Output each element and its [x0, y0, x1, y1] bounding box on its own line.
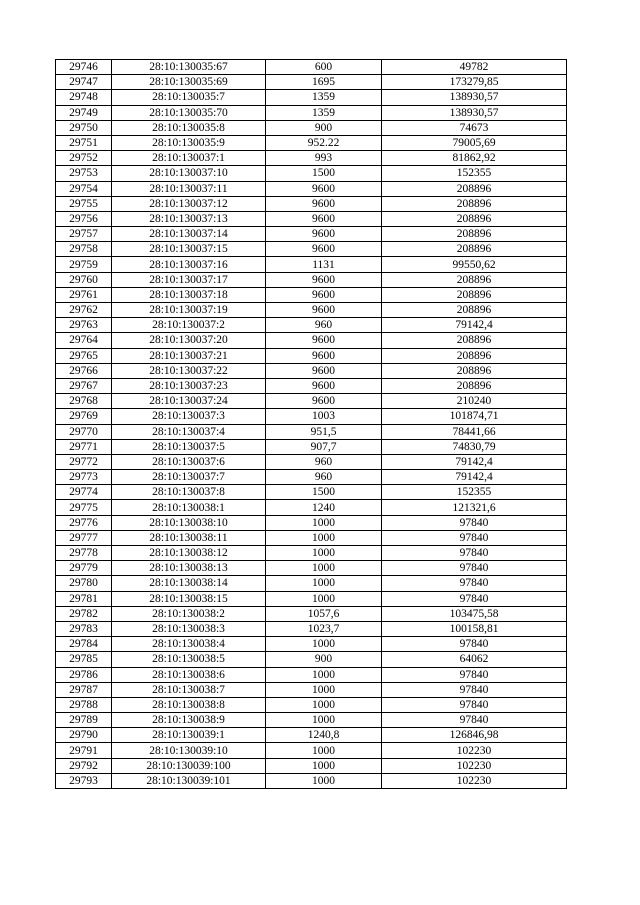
cadastral-number-cell: 28:10:130038:4 [112, 637, 266, 652]
area-cell: 1240 [266, 500, 382, 515]
value-cell: 210240 [382, 394, 567, 409]
value-cell: 208896 [382, 287, 567, 302]
row-number-cell: 29786 [56, 667, 112, 682]
row-number-cell: 29782 [56, 606, 112, 621]
area-cell: 9600 [266, 211, 382, 226]
area-cell: 1359 [266, 105, 382, 120]
table-row [56, 758, 567, 773]
area-cell: 9600 [266, 196, 382, 211]
value-cell: 97840 [382, 591, 567, 606]
area-cell: 9600 [266, 227, 382, 242]
value-cell: 103475,58 [382, 606, 567, 621]
row-number-cell: 29746 [56, 60, 112, 75]
row-number-cell: 29776 [56, 515, 112, 530]
row-number-cell: 29756 [56, 211, 112, 226]
area-cell: 9600 [266, 181, 382, 196]
area-cell: 9600 [266, 348, 382, 363]
area-cell: 1131 [266, 257, 382, 272]
cadastral-number-cell: 28:10:130035:8 [112, 120, 266, 135]
row-number-cell: 29775 [56, 500, 112, 515]
value-cell: 152355 [382, 166, 567, 181]
table-row [56, 439, 567, 454]
row-number-cell: 29768 [56, 394, 112, 409]
cadastral-number-cell: 28:10:130039:1 [112, 728, 266, 743]
value-cell: 49782 [382, 60, 567, 75]
row-number-cell: 29755 [56, 196, 112, 211]
value-cell: 208896 [382, 227, 567, 242]
area-cell: 1000 [266, 546, 382, 561]
area-cell: 1000 [266, 591, 382, 606]
table-row [56, 196, 567, 211]
table-row [56, 606, 567, 621]
area-cell: 993 [266, 151, 382, 166]
table-row [56, 287, 567, 302]
cadastral-number-cell: 28:10:130035:70 [112, 105, 266, 120]
table-row [56, 409, 567, 424]
value-cell: 102230 [382, 743, 567, 758]
cadastral-number-cell: 28:10:130037:8 [112, 485, 266, 500]
row-number-cell: 29761 [56, 287, 112, 302]
value-cell: 102230 [382, 758, 567, 773]
row-number-cell: 29763 [56, 318, 112, 333]
cadastral-number-cell: 28:10:130037:17 [112, 272, 266, 287]
table-row [56, 652, 567, 667]
table-row [56, 530, 567, 545]
table-row [56, 257, 567, 272]
table-row [56, 728, 567, 743]
value-cell: 97840 [382, 713, 567, 728]
value-cell: 97840 [382, 561, 567, 576]
area-cell: 9600 [266, 272, 382, 287]
table-row [56, 151, 567, 166]
value-cell: 79005,69 [382, 135, 567, 150]
value-cell: 208896 [382, 333, 567, 348]
value-cell: 152355 [382, 485, 567, 500]
table-row [56, 394, 567, 409]
row-number-cell: 29752 [56, 151, 112, 166]
area-cell: 9600 [266, 303, 382, 318]
table-row [56, 181, 567, 196]
cadastral-number-cell: 28:10:130039:10 [112, 743, 266, 758]
row-number-cell: 29771 [56, 439, 112, 454]
row-number-cell: 29758 [56, 242, 112, 257]
cadastral-number-cell: 28:10:130038:14 [112, 576, 266, 591]
row-number-cell: 29788 [56, 697, 112, 712]
cadastral-number-cell: 28:10:130038:6 [112, 667, 266, 682]
table-row [56, 546, 567, 561]
area-cell: 9600 [266, 242, 382, 257]
cadastral-number-cell: 28:10:130035:9 [112, 135, 266, 150]
row-number-cell: 29749 [56, 105, 112, 120]
value-cell: 102230 [382, 773, 567, 788]
cadastral-number-cell: 28:10:130038:7 [112, 682, 266, 697]
cadastral-number-cell: 28:10:130038:12 [112, 546, 266, 561]
cadastral-number-cell: 28:10:130037:1 [112, 151, 266, 166]
area-cell: 1000 [266, 667, 382, 682]
value-cell: 101874,71 [382, 409, 567, 424]
value-cell: 138930,57 [382, 90, 567, 105]
value-cell: 121321,6 [382, 500, 567, 515]
cadastral-number-cell: 28:10:130038:9 [112, 713, 266, 728]
table-body [56, 60, 567, 789]
row-number-cell: 29769 [56, 409, 112, 424]
cadastral-number-cell: 28:10:130037:16 [112, 257, 266, 272]
cadastral-number-cell: 28:10:130038:8 [112, 697, 266, 712]
area-cell: 1000 [266, 758, 382, 773]
cadastral-number-cell: 28:10:130038:5 [112, 652, 266, 667]
area-cell: 9600 [266, 363, 382, 378]
row-number-cell: 29753 [56, 166, 112, 181]
value-cell: 208896 [382, 272, 567, 287]
row-number-cell: 29773 [56, 470, 112, 485]
cadastral-number-cell: 28:10:130037:10 [112, 166, 266, 181]
value-cell: 208896 [382, 363, 567, 378]
value-cell: 208896 [382, 303, 567, 318]
value-cell: 208896 [382, 196, 567, 211]
area-cell: 1003 [266, 409, 382, 424]
area-cell: 952.22 [266, 135, 382, 150]
table-row [56, 424, 567, 439]
cadastral-number-cell: 28:10:130037:7 [112, 470, 266, 485]
value-cell: 78441,66 [382, 424, 567, 439]
area-cell: 1000 [266, 773, 382, 788]
cadastral-number-cell: 28:10:130038:15 [112, 591, 266, 606]
table-row [56, 576, 567, 591]
cadastral-number-cell: 28:10:130037:21 [112, 348, 266, 363]
cadastral-number-cell: 28:10:130037:13 [112, 211, 266, 226]
cadastral-number-cell: 28:10:130038:10 [112, 515, 266, 530]
table-row [56, 318, 567, 333]
row-number-cell: 29748 [56, 90, 112, 105]
row-number-cell: 29764 [56, 333, 112, 348]
value-cell: 97840 [382, 546, 567, 561]
area-cell: 600 [266, 60, 382, 75]
table-row [56, 120, 567, 135]
value-cell: 64062 [382, 652, 567, 667]
row-number-cell: 29780 [56, 576, 112, 591]
area-cell: 1000 [266, 515, 382, 530]
table-row [56, 166, 567, 181]
table-row [56, 333, 567, 348]
area-cell: 1500 [266, 166, 382, 181]
cadastral-number-cell: 28:10:130037:19 [112, 303, 266, 318]
area-cell: 9600 [266, 378, 382, 393]
row-number-cell: 29757 [56, 227, 112, 242]
table-row [56, 211, 567, 226]
row-number-cell: 29750 [56, 120, 112, 135]
value-cell: 97840 [382, 576, 567, 591]
value-cell: 208896 [382, 378, 567, 393]
row-number-cell: 29751 [56, 135, 112, 150]
cadastral-number-cell: 28:10:130037:6 [112, 454, 266, 469]
value-cell: 97840 [382, 530, 567, 545]
cadastral-number-cell: 28:10:130035:67 [112, 60, 266, 75]
table-row [56, 348, 567, 363]
row-number-cell: 29772 [56, 454, 112, 469]
cadastral-number-cell: 28:10:130037:18 [112, 287, 266, 302]
area-cell: 1000 [266, 561, 382, 576]
cadastral-number-cell: 28:10:130037:23 [112, 378, 266, 393]
area-cell: 1000 [266, 576, 382, 591]
area-cell: 1000 [266, 637, 382, 652]
area-cell: 1000 [266, 713, 382, 728]
area-cell: 960 [266, 470, 382, 485]
value-cell: 208896 [382, 181, 567, 196]
row-number-cell: 29747 [56, 75, 112, 90]
cadastral-number-cell: 28:10:130037:4 [112, 424, 266, 439]
table-row [56, 60, 567, 75]
area-cell: 1240,8 [266, 728, 382, 743]
cadastral-number-cell: 28:10:130039:100 [112, 758, 266, 773]
cadastral-number-cell: 28:10:130038:3 [112, 621, 266, 636]
cadastral-number-cell: 28:10:130037:11 [112, 181, 266, 196]
value-cell: 208896 [382, 348, 567, 363]
cadastral-number-cell: 28:10:130038:13 [112, 561, 266, 576]
table-row [56, 697, 567, 712]
row-number-cell: 29785 [56, 652, 112, 667]
table-row [56, 667, 567, 682]
value-cell: 97840 [382, 682, 567, 697]
cadastral-number-cell: 28:10:130035:7 [112, 90, 266, 105]
value-cell: 97840 [382, 637, 567, 652]
cadastral-number-cell: 28:10:130037:22 [112, 363, 266, 378]
row-number-cell: 29789 [56, 713, 112, 728]
area-cell: 900 [266, 652, 382, 667]
table-row [56, 561, 567, 576]
row-number-cell: 29784 [56, 637, 112, 652]
row-number-cell: 29759 [56, 257, 112, 272]
table-row [56, 454, 567, 469]
table-row [56, 500, 567, 515]
area-cell: 1000 [266, 697, 382, 712]
area-cell: 9600 [266, 333, 382, 348]
cadastral-number-cell: 28:10:130037:20 [112, 333, 266, 348]
value-cell: 97840 [382, 515, 567, 530]
value-cell: 138930,57 [382, 105, 567, 120]
row-number-cell: 29793 [56, 773, 112, 788]
cadastral-number-cell: 28:10:130037:3 [112, 409, 266, 424]
value-cell: 208896 [382, 211, 567, 226]
cadastral-number-cell: 28:10:130037:15 [112, 242, 266, 257]
value-cell: 97840 [382, 667, 567, 682]
row-number-cell: 29765 [56, 348, 112, 363]
row-number-cell: 29778 [56, 546, 112, 561]
area-cell: 1000 [266, 530, 382, 545]
table-row [56, 637, 567, 652]
row-number-cell: 29770 [56, 424, 112, 439]
area-cell: 1500 [266, 485, 382, 500]
value-cell: 74673 [382, 120, 567, 135]
row-number-cell: 29774 [56, 485, 112, 500]
table-row [56, 591, 567, 606]
row-number-cell: 29781 [56, 591, 112, 606]
area-cell: 951,5 [266, 424, 382, 439]
table-row [56, 105, 567, 120]
cadastral-number-cell: 28:10:130038:1 [112, 500, 266, 515]
cadastral-number-cell: 28:10:130037:5 [112, 439, 266, 454]
table-row [56, 363, 567, 378]
row-number-cell: 29754 [56, 181, 112, 196]
row-number-cell: 29791 [56, 743, 112, 758]
area-cell: 1000 [266, 743, 382, 758]
area-cell: 960 [266, 454, 382, 469]
area-cell: 9600 [266, 394, 382, 409]
value-cell: 99550,62 [382, 257, 567, 272]
area-cell: 907,7 [266, 439, 382, 454]
row-number-cell: 29777 [56, 530, 112, 545]
table-row [56, 75, 567, 90]
row-number-cell: 29766 [56, 363, 112, 378]
table-row [56, 272, 567, 287]
table-row [56, 515, 567, 530]
table-row [56, 135, 567, 150]
value-cell: 100158,81 [382, 621, 567, 636]
area-cell: 900 [266, 120, 382, 135]
cadastral-number-cell: 28:10:130037:14 [112, 227, 266, 242]
table-row [56, 682, 567, 697]
table-row [56, 227, 567, 242]
value-cell: 126846,98 [382, 728, 567, 743]
value-cell: 79142,4 [382, 470, 567, 485]
table-row [56, 713, 567, 728]
value-cell: 208896 [382, 242, 567, 257]
value-cell: 97840 [382, 697, 567, 712]
value-cell: 79142,4 [382, 318, 567, 333]
table-row [56, 378, 567, 393]
area-cell: 1023,7 [266, 621, 382, 636]
cadastral-number-cell: 28:10:130039:101 [112, 773, 266, 788]
table-row [56, 90, 567, 105]
cadastral-number-cell: 28:10:130037:12 [112, 196, 266, 211]
area-cell: 1695 [266, 75, 382, 90]
value-cell: 74830,79 [382, 439, 567, 454]
row-number-cell: 29783 [56, 621, 112, 636]
table-row [56, 470, 567, 485]
table-row [56, 743, 567, 758]
cadastral-number-cell: 28:10:130038:2 [112, 606, 266, 621]
row-number-cell: 29779 [56, 561, 112, 576]
table-row [56, 303, 567, 318]
value-cell: 81862,92 [382, 151, 567, 166]
value-cell: 173279,85 [382, 75, 567, 90]
row-number-cell: 29790 [56, 728, 112, 743]
table-row [56, 773, 567, 788]
cadastral-number-cell: 28:10:130037:2 [112, 318, 266, 333]
row-number-cell: 29792 [56, 758, 112, 773]
area-cell: 960 [266, 318, 382, 333]
row-number-cell: 29787 [56, 682, 112, 697]
area-cell: 9600 [266, 287, 382, 302]
table-row [56, 242, 567, 257]
table-row [56, 621, 567, 636]
area-cell: 1359 [266, 90, 382, 105]
area-cell: 1000 [266, 682, 382, 697]
row-number-cell: 29767 [56, 378, 112, 393]
row-number-cell: 29762 [56, 303, 112, 318]
cadastral-number-cell: 28:10:130037:24 [112, 394, 266, 409]
value-cell: 79142,4 [382, 454, 567, 469]
cadastral-number-cell: 28:10:130035:69 [112, 75, 266, 90]
table-row [56, 485, 567, 500]
cadastral-number-cell: 28:10:130038:11 [112, 530, 266, 545]
data-table [55, 59, 567, 789]
area-cell: 1057,6 [266, 606, 382, 621]
row-number-cell: 29760 [56, 272, 112, 287]
